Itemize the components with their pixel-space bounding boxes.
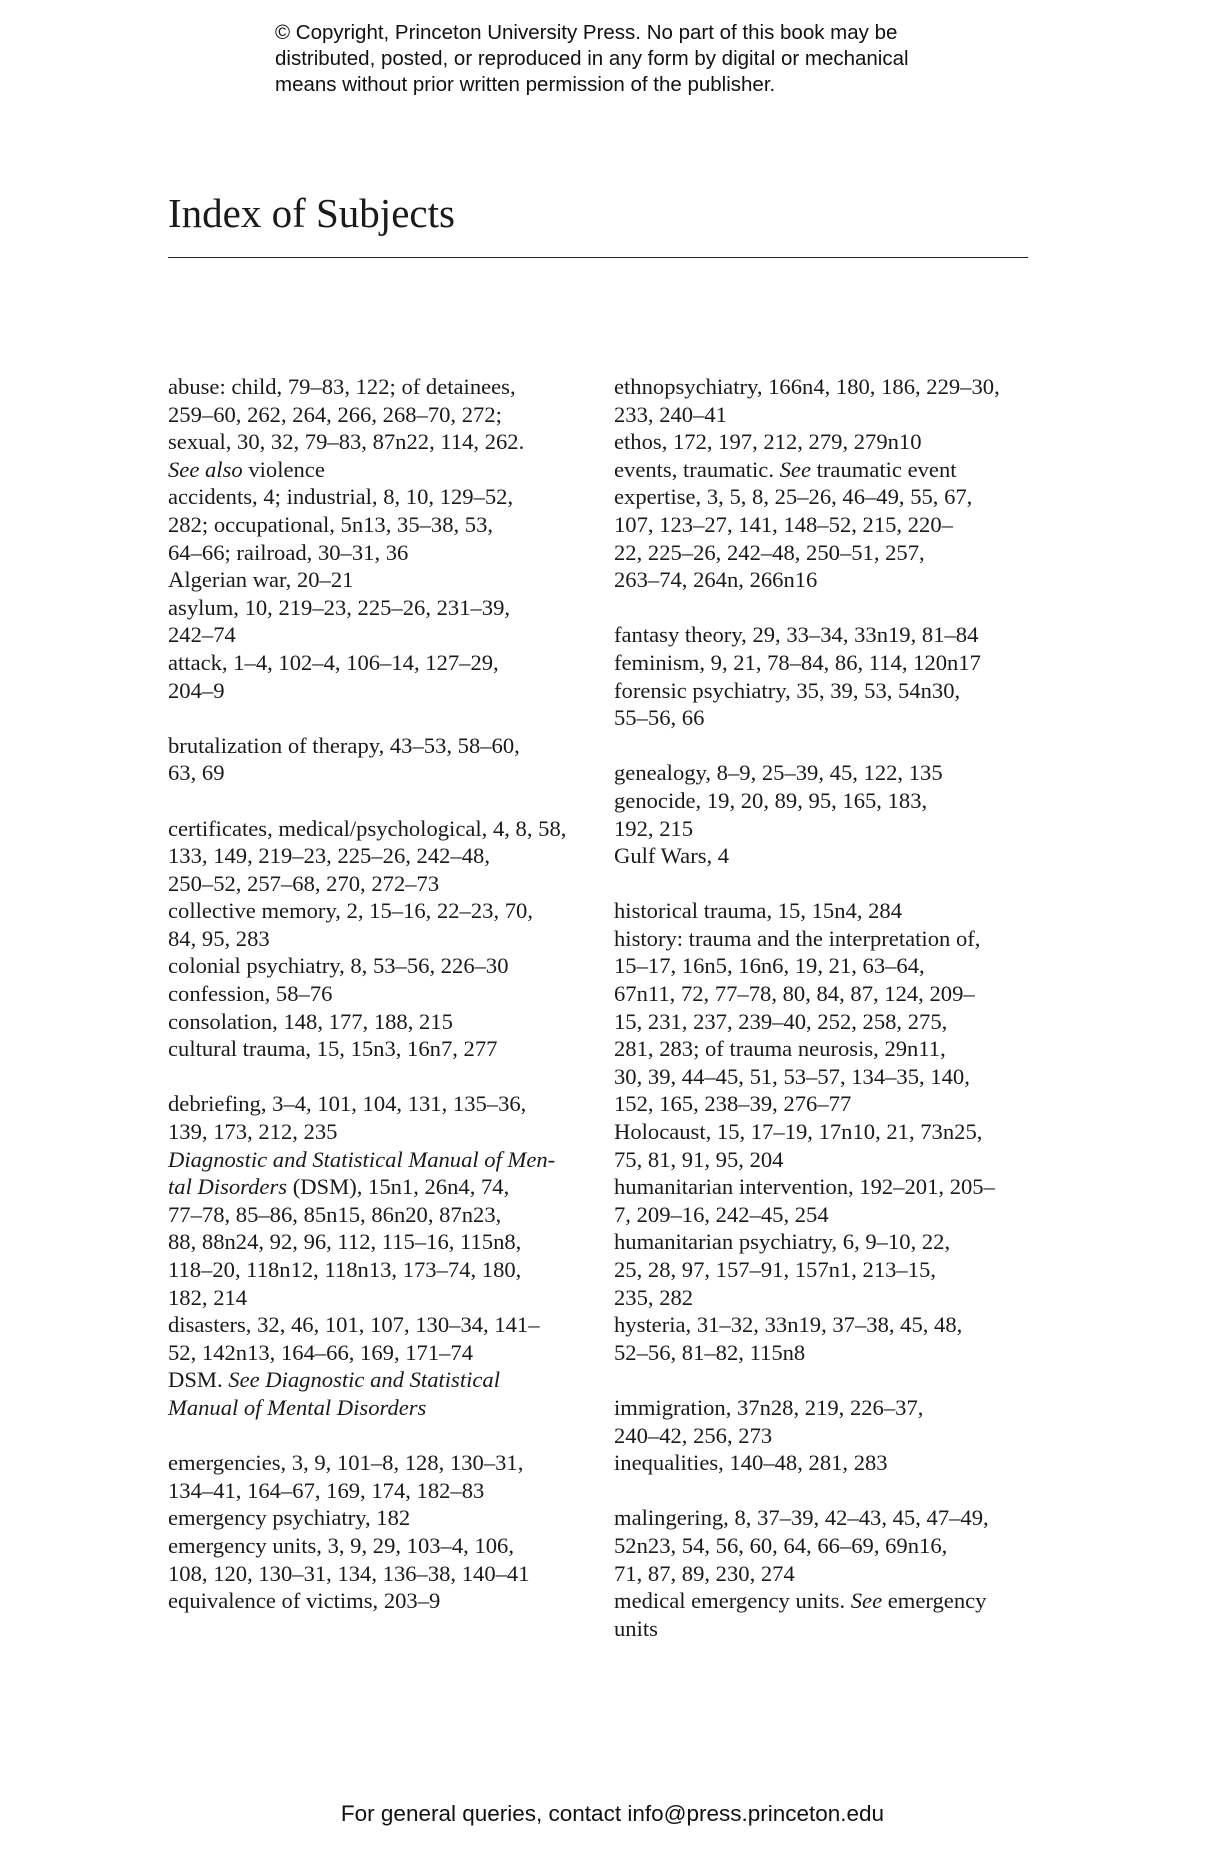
footer-contact: For general queries, contact info@press.princeton.edu bbox=[340, 1801, 885, 1826]
index-entry-line: 25, 28, 97, 157–91, 157n1, 213–15, bbox=[614, 1257, 936, 1282]
index-entry-line: 134–41, 164–67, 169, 174, 182–83 bbox=[168, 1477, 485, 1503]
index-entry-line: hysteria, 31–32, 33n19, 37–38, 45, 48, bbox=[614, 1312, 963, 1338]
index-entry-line: See also violence bbox=[168, 456, 325, 482]
index-entry-line: 240–42, 256, 273 bbox=[614, 1422, 773, 1448]
copyright-line: distributed, posted, or reproduced in any form by digital or mechanical bbox=[275, 47, 909, 70]
index-entry-line: 75, 81, 91, 95, 204 bbox=[614, 1146, 784, 1172]
index-entry bbox=[168, 897, 608, 952]
index-entry-line: cultural trauma, 15, 15n3, 16n7, 277 bbox=[168, 1036, 498, 1062]
index-entry bbox=[168, 815, 608, 898]
index-entry-line: abuse: child, 79–83, 122; of detainees, bbox=[168, 374, 516, 399]
index-entry bbox=[614, 897, 1054, 925]
copyright-line: means without prior written permission of the publisher. bbox=[275, 73, 776, 96]
index-entry-line: emergency psychiatry, 182 bbox=[168, 1505, 411, 1531]
index-entry-line: historical trauma, 15, 15n4, 284 bbox=[614, 898, 903, 924]
index-entry-line: consolation, 148, 177, 188, 215 bbox=[168, 1008, 453, 1034]
index-entry bbox=[614, 759, 1054, 787]
index-entry-line: 7, 209–16, 242–45, 254 bbox=[614, 1201, 829, 1227]
index-entry bbox=[614, 428, 1054, 456]
index-entry-line: Manual of Mental Disorders bbox=[168, 1394, 427, 1420]
index-entry-line: units bbox=[614, 1615, 658, 1641]
index-entry-line: humanitarian psychiatry, 6, 9–10, 22, bbox=[614, 1229, 951, 1255]
index-entry-line: 263–74, 264n, 266n16 bbox=[614, 567, 818, 593]
index-entry bbox=[168, 1146, 608, 1312]
index-entry-line: 15, 231, 237, 239–40, 252, 258, 275, bbox=[614, 1008, 948, 1034]
index-entry bbox=[168, 1366, 608, 1421]
index-entry-line: brutalization of therapy, 43–53, 58–60, bbox=[168, 732, 520, 758]
index-entry-line: 182, 214 bbox=[168, 1284, 248, 1310]
index-entry-line: 133, 149, 219–23, 225–26, 242–48, bbox=[168, 843, 490, 869]
index-entry-line: Gulf Wars, 4 bbox=[614, 843, 730, 869]
index-entry bbox=[168, 483, 608, 566]
index-entry-line: Algerian war, 20–21 bbox=[168, 567, 354, 593]
index-entry-line: 52n23, 54, 56, 60, 64, 66–69, 69n16, bbox=[614, 1532, 948, 1558]
index-entry-line: 55–56, 66 bbox=[614, 705, 705, 731]
index-entry bbox=[614, 787, 1054, 842]
index-entry bbox=[168, 594, 608, 649]
index-entry-line: 118–20, 118n12, 118n13, 173–74, 180, bbox=[168, 1257, 522, 1282]
index-entry-line: 192, 215 bbox=[614, 815, 694, 841]
index-entry bbox=[168, 1008, 608, 1036]
index-entry bbox=[168, 649, 608, 704]
index-entry bbox=[614, 373, 1054, 428]
index-entry-line: debriefing, 3–4, 101, 104, 131, 135–36, bbox=[168, 1091, 527, 1117]
index-entry bbox=[614, 842, 1054, 870]
index-entry-line: 250–52, 257–68, 270, 272–73 bbox=[168, 870, 440, 896]
index-entry bbox=[614, 1449, 1054, 1477]
index-entry-line: medical emergency units. See emergency bbox=[614, 1588, 987, 1614]
copyright-notice bbox=[275, 20, 1035, 98]
index-entry bbox=[168, 1311, 608, 1366]
index-entry bbox=[168, 1504, 608, 1532]
index-entry-line: 235, 282 bbox=[614, 1284, 694, 1310]
index-entry-line: confession, 58–76 bbox=[168, 981, 333, 1007]
index-entry-line: DSM. See Diagnostic and Statistical bbox=[168, 1367, 501, 1393]
index-entry-line: 64–66; railroad, 30–31, 36 bbox=[168, 539, 409, 565]
letter-group-gap bbox=[614, 732, 1054, 760]
index-entry bbox=[614, 483, 1054, 593]
index-entry bbox=[614, 1173, 1054, 1228]
index-entry-line: asylum, 10, 219–23, 225–26, 231–39, bbox=[168, 594, 511, 620]
index-entry bbox=[168, 373, 608, 483]
index-entry-line: feminism, 9, 21, 78–84, 86, 114, 120n17 bbox=[614, 649, 981, 675]
index-entry-line: 22, 225–26, 242–48, 250–51, 257, bbox=[614, 539, 925, 565]
index-entry bbox=[614, 925, 1054, 1118]
index-entry-line: 259–60, 262, 264, 266, 268–70, 272; bbox=[168, 401, 502, 427]
index-column-right bbox=[614, 373, 1054, 1642]
letter-group-gap bbox=[168, 1422, 608, 1450]
index-entry-line: 88, 88n24, 92, 96, 112, 115–16, 115n8, bbox=[168, 1229, 522, 1255]
index-entry-line: 281, 283; of trauma neurosis, 29n11, bbox=[614, 1036, 946, 1062]
index-entry-line: 67n11, 72, 77–78, 80, 84, 87, 124, 209– bbox=[614, 981, 975, 1007]
index-entry bbox=[168, 1090, 608, 1145]
index-entry-line: 71, 87, 89, 230, 274 bbox=[614, 1560, 795, 1586]
index-entry-line: ethnopsychiatry, 166n4, 180, 186, 229–30, bbox=[614, 374, 1000, 399]
letter-group-gap bbox=[168, 787, 608, 815]
index-entry bbox=[614, 649, 1054, 677]
index-entry-line: accidents, 4; industrial, 8, 10, 129–52, bbox=[168, 484, 514, 510]
index-entry-line: 77–78, 85–86, 85n15, 86n20, 87n23, bbox=[168, 1201, 502, 1227]
index-entry-line: history: trauma and the interpretation of, bbox=[614, 925, 981, 951]
index-entry-line: emergencies, 3, 9, 101–8, 128, 130–31, bbox=[168, 1450, 524, 1476]
index-entry-line: 204–9 bbox=[168, 677, 225, 703]
index-entry-line: tal Disorders (DSM), 15n1, 26n4, 74, bbox=[168, 1174, 510, 1200]
letter-group-gap bbox=[614, 594, 1054, 622]
index-entry-line: Diagnostic and Statistical Manual of Men- bbox=[168, 1146, 556, 1172]
letter-group-gap bbox=[614, 1366, 1054, 1394]
index-entry-line: 52, 142n13, 164–66, 169, 171–74 bbox=[168, 1339, 474, 1365]
page-title: Index of Subjects bbox=[168, 190, 455, 236]
index-entry-line: events, traumatic. See traumatic event bbox=[614, 456, 957, 482]
index-entry-line: 63, 69 bbox=[168, 760, 225, 786]
index-entry-line: 152, 165, 238–39, 276–77 bbox=[614, 1091, 852, 1117]
index-entry-line: 139, 173, 212, 235 bbox=[168, 1119, 338, 1145]
index-entry bbox=[168, 1449, 608, 1504]
index-entry-line: 282; occupational, 5n13, 35–38, 53, bbox=[168, 511, 494, 537]
index-entry-line: 108, 120, 130–31, 134, 136–38, 140–41 bbox=[168, 1560, 530, 1586]
index-entry bbox=[168, 980, 608, 1008]
index-entry-line: 242–74 bbox=[168, 622, 236, 648]
index-entry bbox=[168, 952, 608, 980]
index-entry-line: immigration, 37n28, 219, 226–37, bbox=[614, 1394, 924, 1420]
index-column-left bbox=[168, 373, 608, 1615]
index-entry bbox=[614, 1118, 1054, 1173]
index-entry-line: malingering, 8, 37–39, 42–43, 45, 47–49, bbox=[614, 1505, 989, 1531]
index-entry-line: emergency units, 3, 9, 29, 103–4, 106, bbox=[168, 1532, 514, 1558]
index-entry-line: attack, 1–4, 102–4, 106–14, 127–29, bbox=[168, 649, 499, 675]
index-entry bbox=[614, 1504, 1054, 1587]
index-entry bbox=[614, 1587, 1054, 1642]
index-entry bbox=[168, 732, 608, 787]
index-entry-line: certificates, medical/psychological, 4, 8, 58, bbox=[168, 815, 567, 841]
index-entry-line: sexual, 30, 32, 79–83, 87n22, 114, 262. bbox=[168, 429, 525, 455]
index-entry-line: 15–17, 16n5, 16n6, 19, 21, 63–64, bbox=[614, 953, 925, 979]
title-rule bbox=[168, 257, 1028, 258]
index-entry-line: genealogy, 8–9, 25–39, 45, 122, 135 bbox=[614, 760, 943, 786]
index-entry bbox=[614, 456, 1054, 484]
index-entry-line: 52–56, 81–82, 115n8 bbox=[614, 1339, 806, 1365]
index-entry-line: disasters, 32, 46, 101, 107, 130–34, 141– bbox=[168, 1312, 540, 1338]
letter-group-gap bbox=[614, 1477, 1054, 1505]
index-entry-line: fantasy theory, 29, 33–34, 33n19, 81–84 bbox=[614, 622, 979, 648]
index-entry-line: genocide, 19, 20, 89, 95, 165, 183, bbox=[614, 787, 928, 813]
index-entry bbox=[614, 621, 1054, 649]
index-entry-line: collective memory, 2, 15–16, 22–23, 70, bbox=[168, 898, 533, 924]
index-entry-line: 233, 240–41 bbox=[614, 401, 727, 427]
index-entry bbox=[614, 1394, 1054, 1449]
index-entry-line: ethos, 172, 197, 212, 279, 279n10 bbox=[614, 429, 922, 455]
index-entry bbox=[168, 1587, 608, 1615]
index-entry bbox=[614, 1311, 1054, 1366]
index-entry bbox=[614, 677, 1054, 732]
copyright-line: © Copyright, Princeton University Press. No part of this book may be bbox=[275, 21, 898, 44]
index-entry bbox=[614, 1228, 1054, 1311]
index-entry bbox=[168, 1035, 608, 1063]
index-entry-line: forensic psychiatry, 35, 39, 53, 54n30, bbox=[614, 677, 961, 703]
letter-group-gap bbox=[168, 704, 608, 732]
index-entry-line: 107, 123–27, 141, 148–52, 215, 220– bbox=[614, 511, 953, 537]
index-entry-line: expertise, 3, 5, 8, 25–26, 46–49, 55, 67, bbox=[614, 484, 973, 510]
letter-group-gap bbox=[614, 870, 1054, 898]
index-entry-line: 30, 39, 44–45, 51, 53–57, 134–35, 140, bbox=[614, 1063, 970, 1089]
index-entry-line: Holocaust, 15, 17–19, 17n10, 21, 73n25, bbox=[614, 1119, 983, 1145]
index-entry-line: humanitarian intervention, 192–201, 205– bbox=[614, 1174, 995, 1200]
letter-group-gap bbox=[168, 1063, 608, 1091]
index-entry-line: inequalities, 140–48, 281, 283 bbox=[614, 1450, 888, 1476]
index-entry bbox=[168, 1532, 608, 1587]
index-entry-line: equivalence of victims, 203–9 bbox=[168, 1588, 441, 1614]
index-entry bbox=[168, 566, 608, 594]
index-entry-line: 84, 95, 283 bbox=[168, 925, 270, 951]
index-entry-line: colonial psychiatry, 8, 53–56, 226–30 bbox=[168, 953, 509, 979]
